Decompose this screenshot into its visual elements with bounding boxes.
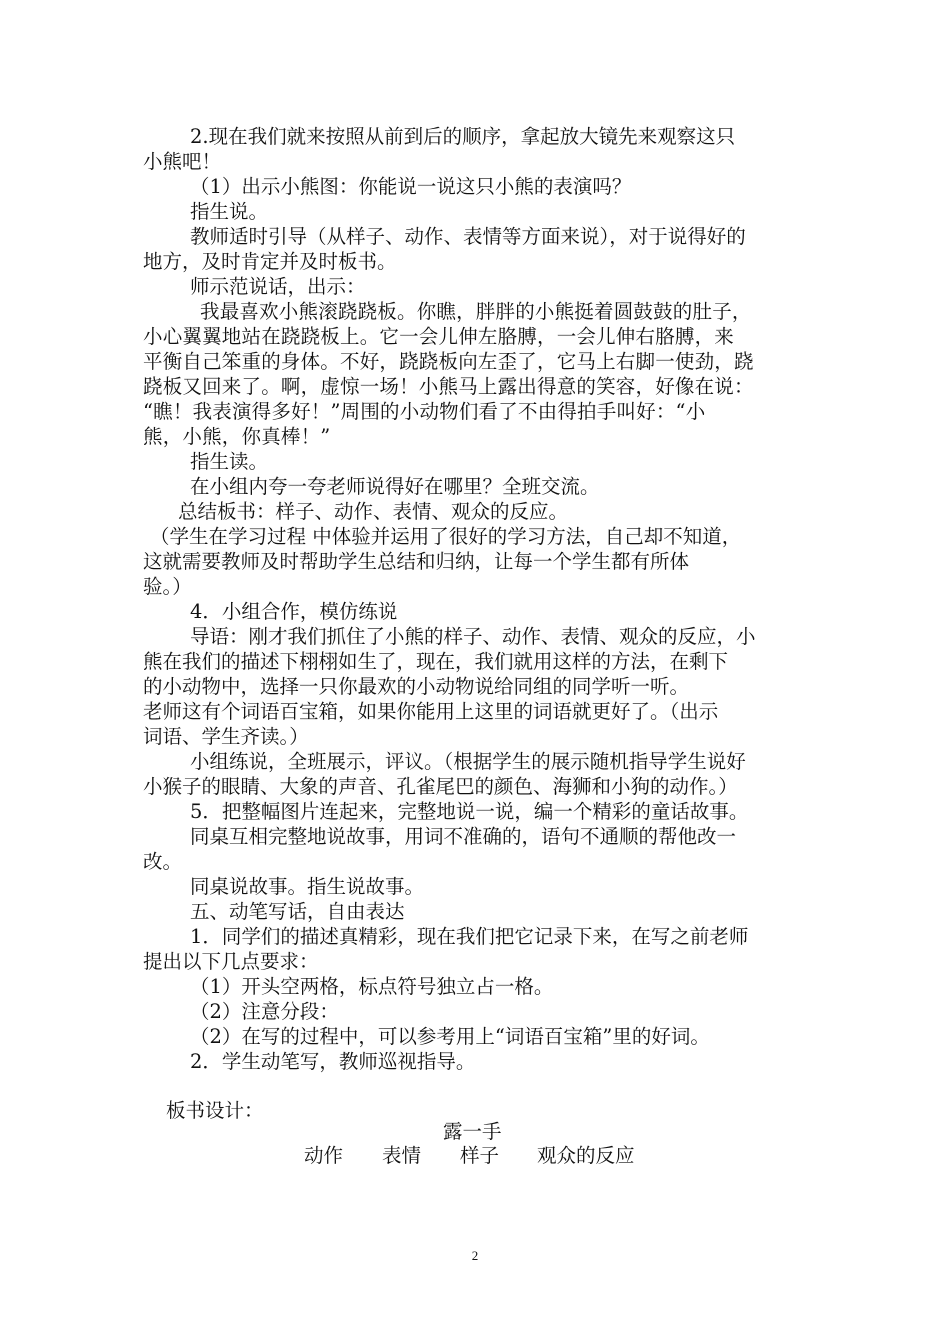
board-design-label: 板书设计： [166, 1099, 264, 1122]
text-line: 跷板又回来了。啊，虚惊一场！小熊马上露出得意的笑容，好像在说： [143, 375, 754, 398]
text-line: 1．同学们的描述真精彩，现在我们把它记录下来，在写之前老师 [190, 925, 749, 948]
board-item: 样子 [460, 1144, 500, 1167]
text-line: （学生在学习过程 中体验并运用了很好的学习方法，自己却不知道， [150, 525, 742, 548]
text-line: 教师适时引导（从样子、动作、表情等方面来说），对于说得好的 [190, 225, 746, 248]
text-line: “瞧！我表演得多好！”周围的小动物们看了不由得拍手叫好：“小 [143, 400, 706, 423]
board-title: 露一手 [443, 1120, 502, 1143]
text-line: 这就需要教师及时帮助学生总结和归纳，让每一个学生都有所体 [143, 550, 690, 573]
text-line: 5．把整幅图片连起来，完整地说一说，编一个精彩的童话故事。 [190, 800, 749, 823]
text-line: 小心翼翼地站在跷跷板上。它一会儿伸左胳膊，一会儿伸右胳膊，来 [143, 325, 735, 348]
text-line: （2）注意分段： [190, 1000, 339, 1023]
text-line: 熊，小熊，你真棒！” [143, 425, 331, 448]
text-line: 的小动物中，选择一只你最欢的小动物说给同组的同学听一听。 [143, 675, 690, 698]
text-line: 导语：刚才我们抓住了小熊的样子、动作、表情、观众的反应，小 [190, 625, 756, 648]
page-number: 2 [471, 1248, 479, 1263]
text-line: 指生读。 [190, 450, 269, 473]
text-line: （2）在写的过程中，可以参考用上“词语百宝箱”里的好词。 [190, 1025, 710, 1048]
text-line: 2.现在我们就来按照从前到后的顺序，拿起放大镜先来观察这只 [190, 125, 736, 148]
text-line: 小熊吧！ [143, 150, 222, 173]
text-line: （1）出示小熊图：你能说一说这只小熊的表演吗？ [190, 175, 632, 198]
text-line: 老师这有个词语百宝箱，如果你能用上这里的词语就更好了。（出示 [143, 700, 719, 723]
board-item: 表情 [382, 1144, 422, 1167]
text-line: 熊在我们的描述下栩栩如生了，现在，我们就用这样的方法，在剩下 [143, 650, 729, 673]
text-line: 小组练说，全班展示，评议。（根据学生的展示随机指导学生说好 [190, 750, 746, 773]
text-line: 同桌说故事。指生说故事。 [190, 875, 425, 898]
text-line: （1）开头空两格，标点符号独立占一格。 [190, 975, 554, 998]
text-line: 总结板书：样子、动作、表情、观众的反应。 [178, 500, 569, 523]
board-item: 动作 [304, 1144, 344, 1167]
text-line: 2．学生动笔写，教师巡视指导。 [190, 1050, 476, 1073]
text-line: 改。 [143, 850, 183, 873]
text-line: 指生说。 [190, 200, 269, 223]
text-line: 我最喜欢小熊滚跷跷板。你瞧，胖胖的小熊挺着圆鼓鼓的肚子， [200, 300, 752, 323]
board-item: 观众的反应 [537, 1144, 635, 1167]
text-line: 在小组内夸一夸老师说得好在哪里？全班交流。 [190, 475, 600, 498]
text-line: 验。） [143, 575, 192, 598]
text-line: 师示范说话，出示： [190, 275, 366, 298]
text-line: 五、动笔写话，自由表达 [190, 900, 405, 923]
text-line: 地方，及时肯定并及时板书。 [143, 250, 397, 273]
text-line: 提出以下几点要求： [143, 950, 319, 973]
text-line: 4．小组合作，模仿练说 [190, 600, 398, 623]
text-line: 词语、学生齐读。） [143, 725, 309, 748]
text-line: 同桌互相完整地说故事，用词不准确的，语句不通顺的帮他改一 [190, 825, 737, 848]
text-line: 平衡自己笨重的身体。不好，跷跷板向左歪了，它马上右脚一使劲，跷 [143, 350, 754, 373]
text-line: 小猴子的眼睛、大象的声音、孔雀尾巴的颜色、海狮和小狗的动作。） [143, 775, 738, 798]
